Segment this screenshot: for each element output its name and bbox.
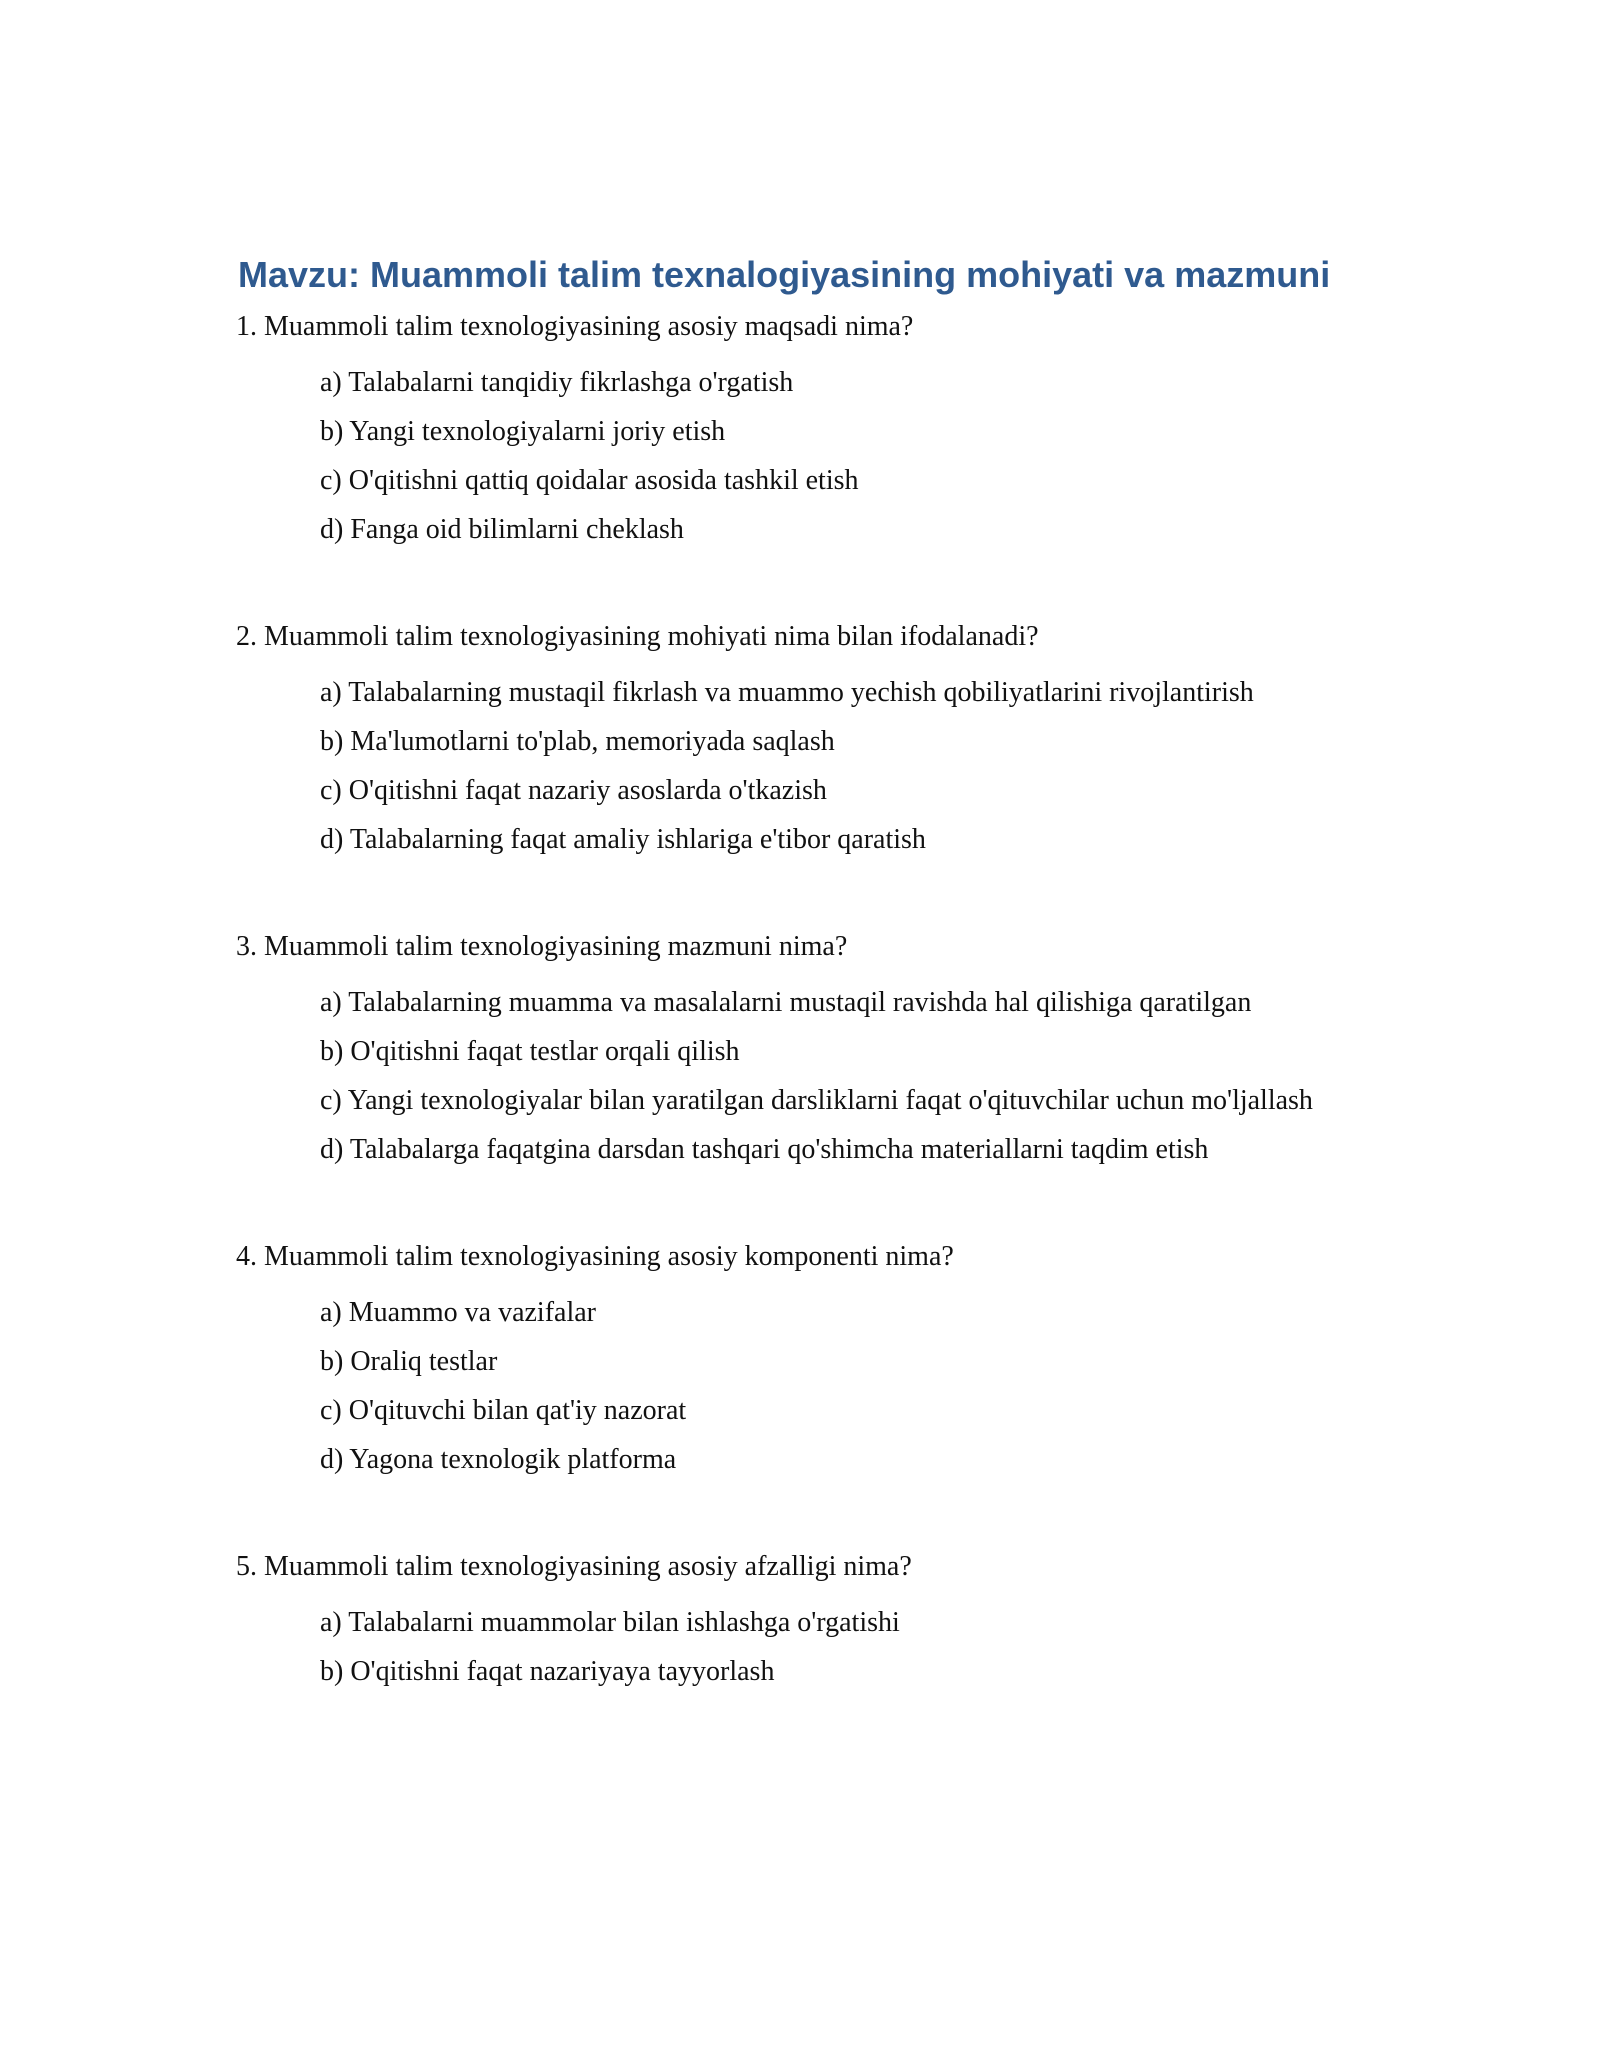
answer-options (236, 982, 1366, 1170)
answer-option-c: c) O'qitishni qattiq qoidalar asosida tashkil etish (320, 465, 859, 496)
question-text: 3. Muammoli talim texnologiyasining mazmuni nima? (236, 931, 848, 962)
question-2 (236, 616, 1366, 860)
answer-option-c: c) Yangi texnologiyalar bilan yaratilgan darsliklarni faqat o'qituvchilar uchun mo'ljallash (320, 1085, 1313, 1116)
question-text: 5. Muammoli talim texnologiyasining asosiy afzalligi nima? (236, 1551, 912, 1582)
answer-option-d: d) Talabalarning faqat amaliy ishlariga e'tibor qaratish (320, 824, 926, 855)
answer-option-d: d) Fanga oid bilimlarni cheklash (320, 514, 684, 545)
answer-option-a: a) Muammo va vazifalar (320, 1297, 596, 1328)
answer-option-b: b) Oraliq testlar (320, 1346, 498, 1377)
answer-option-b: b) O'qitishni faqat nazariyaya tayyorlash (320, 1656, 775, 1687)
question-text: 1. Muammoli talim texnologiyasining asosiy maqsadi nima? (236, 311, 914, 342)
answer-options (236, 1292, 1366, 1480)
answer-option-b: b) Ma'lumotlarni to'plab, memoriyada saqlash (320, 726, 835, 757)
answer-option-a: a) Talabalarning muamma va masalalarni mustaqil ravishda hal qilishiga qaratilgan (320, 987, 1252, 1018)
answer-options (236, 362, 1366, 550)
answer-option-d: d) Talabalarga faqatgina darsdan tashqari qo'shimcha materiallarni taqdim etish (320, 1134, 1209, 1165)
answer-option-d: d) Yagona texnologik platforma (320, 1444, 677, 1475)
answer-option-a: a) Talabalarni tanqidiy fikrlashga o'rgatish (320, 367, 794, 398)
answer-option-c: c) O'qitishni faqat nazariy asoslarda o'tkazish (320, 775, 827, 806)
answer-option-a: a) Talabalarning mustaqil fikrlash va muammo yechish qobiliyatlarini rivojlantirish (320, 677, 1254, 708)
answer-option-c: c) O'qituvchi bilan qat'iy nazorat (320, 1395, 687, 1426)
answer-option-b: b) Yangi texnologiyalarni joriy etish (320, 416, 726, 447)
document-title: Mavzu: Muammoli talim texnalogiyasining mohiyati va mazmuni (238, 254, 1331, 295)
question-4 (236, 1236, 1366, 1480)
question-1 (236, 306, 1366, 550)
question-3 (236, 926, 1366, 1170)
question-5 (236, 1546, 1366, 1692)
answer-option-a: a) Talabalarni muammolar bilan ishlashga o'rgatishi (320, 1607, 900, 1638)
answer-option-b: b) O'qitishni faqat testlar orqali qilish (320, 1036, 740, 1067)
question-text: 2. Muammoli talim texnologiyasining mohiyati nima bilan ifodalanadi? (236, 621, 1039, 652)
answer-options (236, 1602, 1366, 1692)
document-content (236, 250, 1366, 1758)
question-text: 4. Muammoli talim texnologiyasining asosiy komponenti nima? (236, 1241, 954, 1272)
answer-options (236, 672, 1366, 860)
